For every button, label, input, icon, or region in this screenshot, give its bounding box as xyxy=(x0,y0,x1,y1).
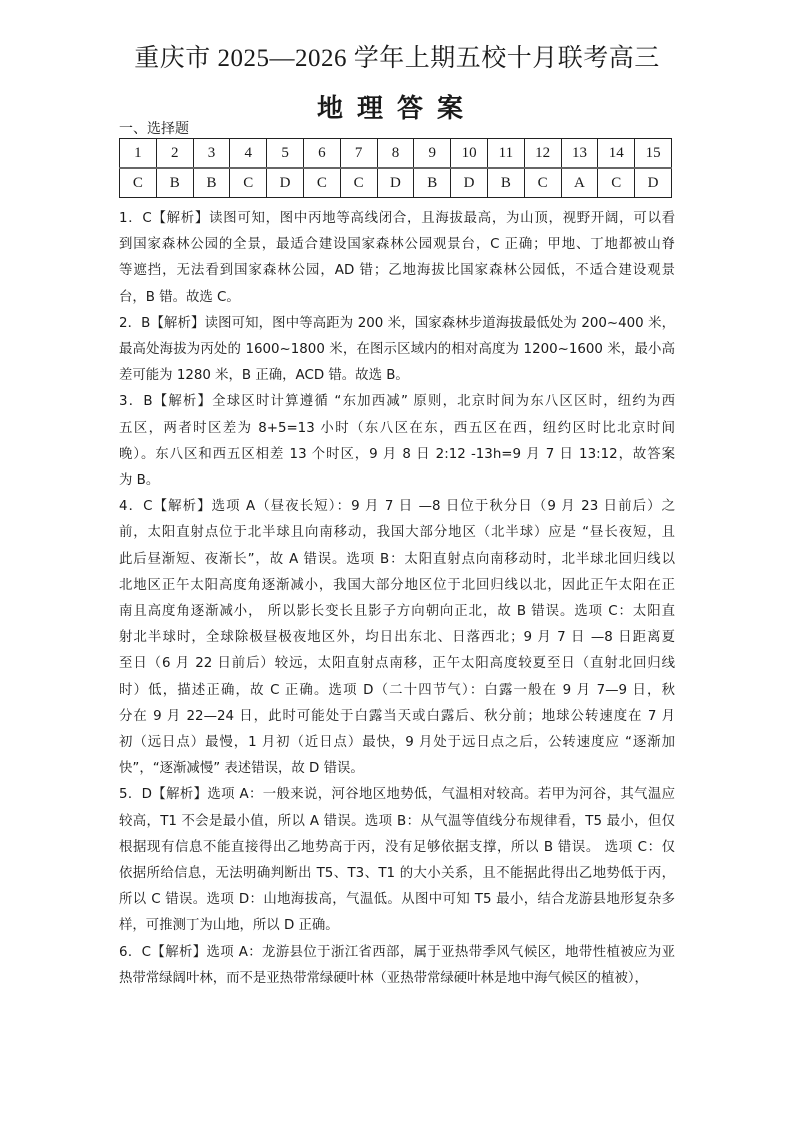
explanation-line: 较高，T1 不会是最小值，所以 A 错误。选项 B：从气温等值线分布规律看，T5 最小，但仅 xyxy=(119,813,675,829)
explanation-line: 4．C【解析】选项 A（昼夜长短）：9 月 7 日 —8 日位于秋分日（9 月 23 日前后）之 xyxy=(119,499,675,515)
question-number-cell: 14 xyxy=(598,139,635,169)
explanation-line: 时）低，描述正确，故 C 正确。选项 D（二十四节气）：白露一般在 9 月 7—9 日，秋 xyxy=(119,682,675,698)
question-number-row xyxy=(120,139,672,169)
explanation-line: 热带常绿阔叶林，而不是亚热带常绿硬叶林（亚热带常绿硬叶林是地中海气候区的植被）， xyxy=(119,970,648,986)
explanation-line: 5．D【解析】选项 A：一般来说，河谷地区地势低，气温相对较高。若甲为河谷，其气温应 xyxy=(119,787,675,803)
explanation-line: 为 B。 xyxy=(119,473,160,489)
answer-cell: D xyxy=(377,168,414,198)
question-number-cell: 2 xyxy=(156,139,193,169)
question-number-cell: 7 xyxy=(340,139,377,169)
question-number-cell: 4 xyxy=(230,139,267,169)
answer-cell: D xyxy=(267,168,304,198)
answer-cell: D xyxy=(451,168,488,198)
explanation-line: 所以 C 错误。选项 D：山地海拔高，气温低。从图中可知 T5 最小，结合龙游县地形复杂多 xyxy=(119,892,675,908)
question-number-cell: 11 xyxy=(487,139,524,169)
explanation-line: 快”，“逐渐减慢” 表述错误，故 D 错误。 xyxy=(119,761,364,777)
question-number-cell: 15 xyxy=(635,139,672,169)
answer-cell: C xyxy=(230,168,267,198)
explanation-line: 到国家森林公园的全景，最适合建设国家森林公园观景台，C 正确；甲地、丁地都被山脊 xyxy=(119,237,675,253)
explanation-line: 差可能为 1280 米，B 正确，ACD 错。故选 B。 xyxy=(119,368,409,384)
question-number-cell: 10 xyxy=(451,139,488,169)
question-number-cell: 8 xyxy=(377,139,414,169)
question-number-cell: 12 xyxy=(524,139,561,169)
explanation-line: 2．B【解析】读图可知，图中等高距为 200 米，国家森林步道海拔最低处为 200~400 米， xyxy=(119,315,675,331)
question-number-cell: 9 xyxy=(414,139,451,169)
explanation-line: 依据所给信息，无法明确判断出 T5、T3、T1 的大小关系，且不能据此得出乙地势低于丙， xyxy=(119,866,675,882)
explanation-line: 晚）。东八区和西五区相差 13 个时区，9 月 8 日 2:12 -13h=9 月 7 日 13:12，故答案 xyxy=(119,446,675,462)
explanation-line: 根据现有信息不能直接得出乙地势高于丙，没有足够依据支撑，所以 B 错误。 选项 C：仅 xyxy=(119,839,675,855)
document-subtitle: 地理答案 xyxy=(316,94,477,124)
answer-cell: C xyxy=(120,168,157,198)
explanation-paragraph xyxy=(119,311,675,390)
explanation-line: 南且高度角逐渐减小， 所以影长变长且影子方向朝向正北，故 B 错误。选项 C：太阳直 xyxy=(119,604,675,620)
question-number-cell: 6 xyxy=(303,139,340,169)
explanation-line: 五区，两者时区差为 8+5=13 小时（东八区在东，西五区在西，纽约区时比北京时间 xyxy=(119,420,675,436)
question-number-cell: 1 xyxy=(120,139,157,169)
answer-row xyxy=(120,168,672,198)
answer-cell: C xyxy=(598,168,635,198)
explanation-paragraph xyxy=(119,206,675,311)
explanation-line: 最高处海拔为丙处的 1600~1800 米，在图示区域内的相对高度为 1200~1600 米，最小高 xyxy=(119,342,675,358)
explanations xyxy=(119,206,675,992)
explanation-paragraph xyxy=(119,940,675,992)
answer-cell: B xyxy=(193,168,230,198)
answer-cell: B xyxy=(487,168,524,198)
explanation-line: 此后昼渐短、夜渐长”，故 A 错误。选项 B：太阳直射点向南移动时，北半球北回归线以 xyxy=(119,551,675,567)
answer-cell: A xyxy=(561,168,598,198)
answer-cell: D xyxy=(635,168,672,198)
explanation-line: 初（远日点）最慢，1 月初（近日点）最快，9 月处于远日点之后，公转速度应 “逐渐加 xyxy=(119,735,675,751)
answer-cell: C xyxy=(524,168,561,198)
question-number-cell: 3 xyxy=(193,139,230,169)
explanation-line: 样，可推测丁为山地，所以 D 正确。 xyxy=(119,918,339,934)
answer-cell: C xyxy=(340,168,377,198)
explanation-line: 6．C【解析】选项 A：龙游县位于浙江省西部，属于亚热带季风气候区，地带性植被应为亚 xyxy=(119,944,675,960)
explanation-line: 台，B 错。故选 C。 xyxy=(119,289,240,305)
question-number-cell: 13 xyxy=(561,139,598,169)
explanation-line: 3．B【解析】全球区时计算遵循 “东加西减” 原则，北京时间为东八区区时，纽约为西 xyxy=(119,394,675,410)
explanation-paragraph xyxy=(119,494,675,782)
document-title: 重庆市 2025—2026 学年上期五校十月联考高三 xyxy=(134,45,660,72)
explanation-line: 等遮挡，无法看到国家森林公园，AD 错；乙地海拔比国家森林公园低，不适合建设观景 xyxy=(119,263,675,279)
explanation-paragraph xyxy=(119,389,675,494)
explanation-line: 分在 9 月 22—24 日，此时可能处于白露当天或白露后、秋分前；地球公转速度在 7 月 xyxy=(119,708,675,724)
answer-cell: B xyxy=(414,168,451,198)
explanation-paragraph xyxy=(119,782,675,939)
answer-cell: C xyxy=(303,168,340,198)
answer-cell: B xyxy=(156,168,193,198)
explanation-line: 射北半球时，全球除极昼极夜地区外，均日出东北、日落西北；9 月 7 日 —8 日距离夏 xyxy=(119,630,675,646)
explanation-line: 北地区正午太阳高度角逐渐减小，我国大部分地区位于北回归线以北，因此正午太阳在正 xyxy=(119,577,675,593)
section-heading: 一、选择题 xyxy=(119,121,189,137)
explanation-line: 至日（6 月 22 日前后）较远，太阳直射点南移，正午太阳高度较夏至日（直射北回归线 xyxy=(119,656,675,672)
question-number-cell: 5 xyxy=(267,139,304,169)
explanation-line: 1．C【解析】读图可知，图中丙地等高线闭合，且海拔最高，为山顶，视野开阔，可以看 xyxy=(119,211,675,226)
explanation-line: 前，太阳直射点位于北半球且向南移动，我国大部分地区（北半球）应是 “昼长夜短，且 xyxy=(119,525,675,541)
answer-table xyxy=(119,138,672,198)
